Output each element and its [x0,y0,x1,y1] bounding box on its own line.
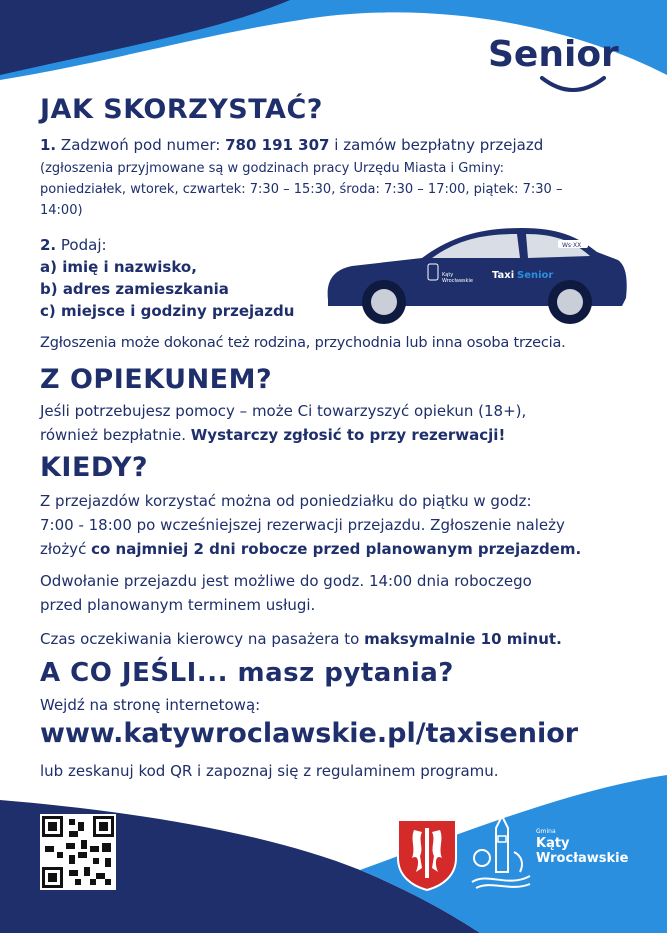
qr-code-icon [42,816,114,888]
guardian-line-1: Jeśli potrzebujesz pomocy – może Ci towarzyszyć opiekun (18+), [40,402,527,420]
car-plate: Ws·XX [562,242,582,249]
step-1 [40,134,640,221]
step2-number: 2. [40,236,57,254]
when-p3: Czas oczekiwania kierowcy na pasażera to [40,630,360,648]
when-p1-line2: 7:00 - 18:00 po wcześniejszej rezerwacji przejazdu. Zgłoszenie należy [40,516,565,534]
gmina-line-2: Wrocławskie [536,851,629,866]
brand-taxi: Taxi [378,34,458,75]
gmina-tower-icon [468,812,534,892]
item-place-time: c) miejsce i godziny przejazdu [40,302,295,320]
car-brand-taxi: Taxi [492,270,515,281]
when-p2-line1: Odwołanie przejazdu jest możliwe do godz. 14:00 dnia roboczego [40,572,532,590]
step1-tail: i zamów bezpłatny przejazd [334,136,544,154]
when-text [40,490,640,650]
website-link[interactable]: www.katywroclawskie.pl/taxisenior [40,718,579,749]
step-2 [40,234,340,322]
guardian-text [40,400,640,446]
car-logo-line2: Wrocławskie [442,278,474,284]
questions-outro: lub zeskanuj kod QR i zapoznaj się z regulaminem programu. [40,762,499,780]
gmina-logo-text [536,828,628,866]
hours-line-3: 14:00) [40,203,83,218]
when-p1-line1: Z przejazdów korzystać można od poniedziałku do piątku w godz: [40,492,532,510]
guardian-bold: Wystarczy zgłosić to przy rezerwacji! [190,426,506,444]
qr-code[interactable] [40,814,116,890]
family-note: Zgłoszenia może dokonać też rodzina, przychodnia lub inna osoba trzecia. [40,335,566,351]
smile-icon [538,74,608,96]
section-title-when: KIEDY? [40,452,149,483]
when-p3-bold: maksymalnie 10 minut. [364,630,562,648]
section-title-questions: A CO JEŚLI... masz pytania? [40,658,454,688]
brand-logo [378,34,648,104]
item-address: b) adres zamieszkania [40,280,229,298]
step1-text: Zadzwoń pod numer: [60,136,221,154]
item-name: a) imię i nazwisko, [40,258,197,276]
gmina-line-1: Kąty [536,836,570,851]
guardian-line-2: również bezpłatnie. [40,426,186,444]
when-p2-line2: przed planowanym terminem usługi. [40,596,316,614]
brand-senior: Senior [488,34,619,75]
when-p1-bold: co najmniej 2 dni robocze przed planowanym przejazdem. [91,540,582,558]
gmina-small: Gmina [536,828,556,835]
questions-intro: Wejdź na stronę internetową: [40,696,261,714]
car-logo-line1: Kąty [442,272,454,278]
phone-number: 780 191 307 [225,136,330,154]
section-title-how: JAK SKORZYSTAĆ? [40,94,323,125]
step2-text: Podaj: [60,236,107,254]
step1-number: 1. [40,136,57,154]
when-p1-line3: złożyć [40,540,87,558]
taxi-car-illustration [322,222,632,328]
hours-line-1: (zgłoszenia przyjmowane są w godzinach pracy Urzędu Miasta i Gminy: [40,161,504,176]
coat-of-arms-icon [396,818,458,892]
section-title-guardian: Z OPIEKUNEM? [40,364,273,395]
hours-line-2: poniedziałek, wtorek, czwartek: 7:30 – 15:30, środa: 7:30 – 17:00, piątek: 7:30 – [40,182,563,197]
car-brand-senior: Senior [517,270,554,281]
